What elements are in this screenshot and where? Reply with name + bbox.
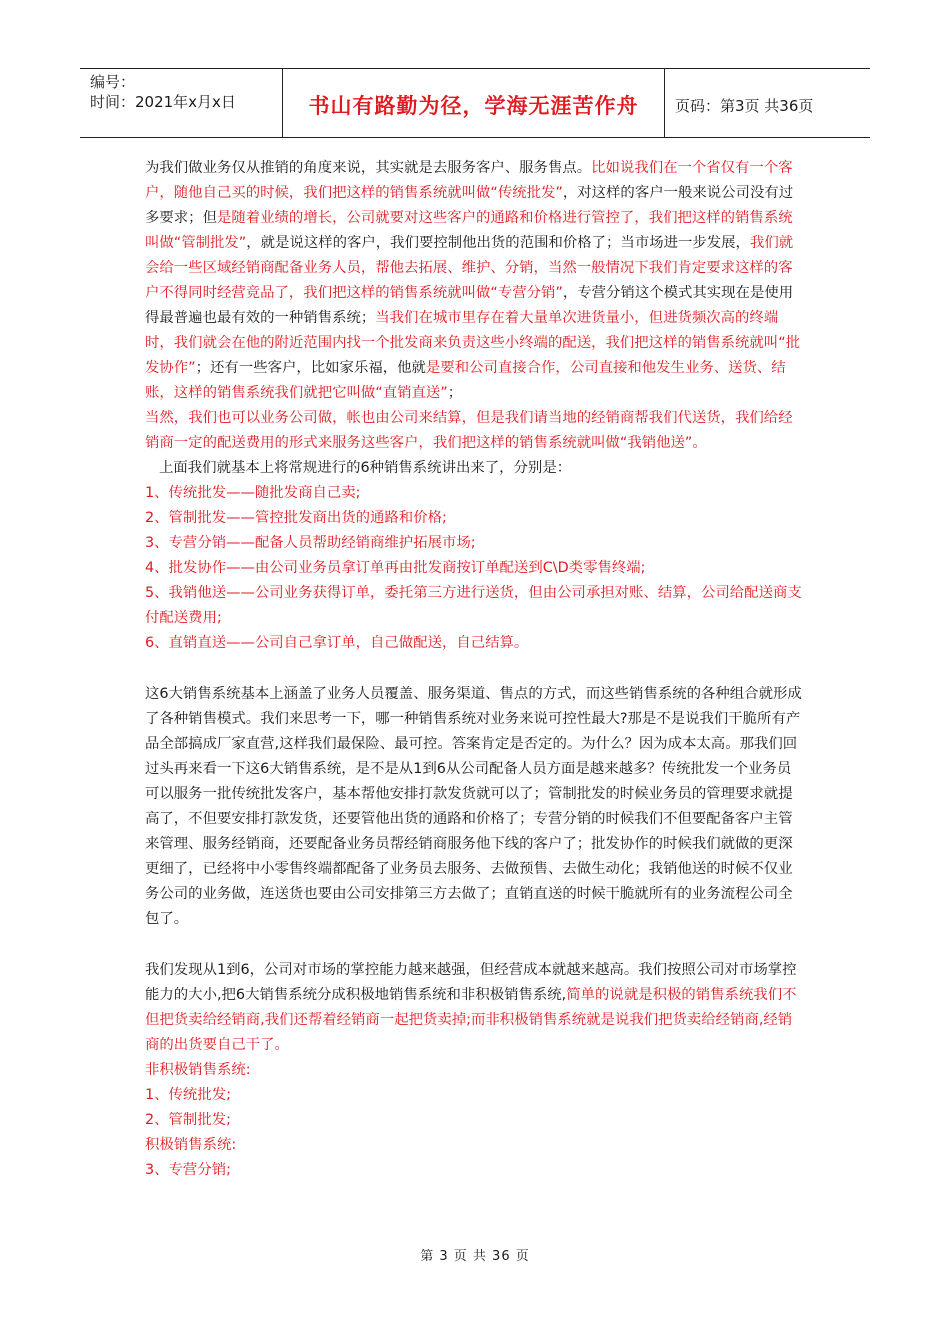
document-body [145, 156, 805, 1183]
list-item: 1、传统批发——随批发商自己卖; [145, 485, 361, 501]
time-label: 时间：2021年x月x日 [90, 93, 236, 111]
page-footer: 第 3 页 共 36 页 [420, 1249, 530, 1264]
list-item: 3、专营分销; [145, 1162, 231, 1178]
page-header [80, 68, 870, 138]
list-item: 5、我销他送——公司业务获得订单，委托第三方进行送货，但由公司承担对账、结算，公司给配送商支付配送费用; [145, 585, 802, 626]
text-run: ； [447, 385, 463, 401]
header-meta [80, 69, 283, 137]
spacer [145, 932, 805, 958]
text-run: ；还有一些客户，比如家乐福，他就 [195, 360, 426, 376]
paragraph-control-analysis: 这6大销售系统基本上涵盖了业务人员覆盖、服务渠道、售点的方式，而这些销售系统的各种组合就形成了各种销售模式。我们来思考一下，哪一种销售系统对业务来说可控性最大?那是不是说我们干脆所有产品全部搞成厂家直营,这样我们最保险、最可控。答案肯定是否定的。为什么？因为成本太高。那我们回过头再来看一下这6大销售系统，是不是从1到6从公司配备人员方面是越来越多？传统批发一个业务员可以服务一批传统批发客户，基本帮他安排打款发货就可以了；管制批发的时候业务员的管理要求就提高了，不但要安排打款发货，还要管他出货的通路和价格了；专营分销的时候我们不但要配备客户主管来管理、服务经销商，还要配备业务员帮经销商服务他下线的客户了；批发协作的时候我们就做的更深更细了，已经将中小零售终端都配备了业务员去服务、去做预售、去做生动化；我销他送的时候不仅业务公司的业务做，连送货也要由公司安排第三方去做了；直销直送的时候干脆就所有的业务流程公司全包了。 [145, 686, 802, 927]
list-item: 2、管制批发——管控批发商出货的通路和价格; [145, 510, 447, 526]
header-page-label: 页码：第3页 共36页 [664, 69, 870, 137]
text-run-highlight: 是随着业绩的增长，公司就要对这些客户的通路和价格进行管控了，我们把这样的销售系统叫做“管制批发” [145, 210, 793, 251]
text-run-highlight: 当我们在城市里存在着大量单次进货量小，但进货频次高的终端时，我们就会在他的附近范围内找一个批发商来负责这些小终端的配送，我们把这样的销售系统就叫“批发协作” [145, 310, 801, 376]
header-motto: 书山有路勤为径，学海无涯苦作舟 [308, 94, 639, 118]
list-item: 3、专营分销——配备人员帮助经销商维护拓展市场; [145, 535, 476, 551]
text-run: ，就是说这样的客户，我们要控制他出货的范围和价格了；当市场进一步发展， [246, 235, 750, 251]
paragraph-wo-xiao-ta-song: 当然，我们也可以业务公司做，帐也由公司来结算，但是我们请当地的经销商帮我们代送货，我们给经销商一定的配送费用的形式来服务这些客户，我们把这样的销售系统就叫做“我销他送”。 [145, 410, 793, 451]
text-run-highlight: 比如说我们在一个省仅有一个客户，随他自己买的时候，我们把这样的销售系统就叫做“传统批发” [145, 160, 793, 201]
text-run: 我们发现从1到6，公司对市场的掌控能力越来越强，但经营成本就越来越高。我们按照公司对市场掌控能力的大小,把6大销售系统分成积极地销售系统和非积极销售系统, [145, 962, 797, 1003]
list-item: 1、传统批发; [145, 1087, 231, 1103]
number-label: 编号： [90, 73, 136, 91]
text-run-highlight: 是要和公司直接合作，公司直接和他发生业务、送货、结账，这样的销售系统我们就把它叫做“直销直送” [145, 360, 786, 401]
text-run-highlight: 简单的说就是积极的销售系统我们不但把货卖给经销商,我们还帮着经销商一起把货卖掉;而非积极销售系统就是说我们把货卖给经销商,经销商的出货要自己干了。 [145, 987, 797, 1053]
spacer [145, 656, 805, 682]
list-item: 4、批发协作——由公司业务员拿订单再由批发商按订单配送到C\D类零售终端; [145, 560, 646, 576]
list-item: 2、管制批发; [145, 1112, 231, 1128]
list-item: 6、直销直送——公司自己拿订单，自己做配送，自己结算。 [145, 635, 529, 651]
paragraph-summary-intro: 上面我们就基本上将常规进行的6种销售系统讲出来了，分别是： [159, 460, 572, 476]
paragraph-active-passive [145, 958, 805, 1058]
text-run: ，专营分销这个模式其实现在是使用得最普遍也最有效的一种销售系统； [145, 285, 794, 326]
list-item: 非积极销售系统: [145, 1062, 251, 1078]
list-item: 积极销售系统: [145, 1137, 237, 1153]
paragraph-sales-systems [145, 156, 805, 406]
text-run: 为我们做业务仅从推销的角度来说，其实就是去服务客户、服务售点。 [145, 160, 592, 176]
text-run: ，对这样的客户一般来说公司没有过多要求；但 [145, 185, 794, 226]
text-run-highlight: 我们就会给一些区域经销商配备业务人员，帮他去拓展、维护、分销，当然一般情况下我们肯定要求这样的客户不得同时经营竞品了，我们把这样的销售系统就叫做“专营分销” [145, 235, 794, 301]
